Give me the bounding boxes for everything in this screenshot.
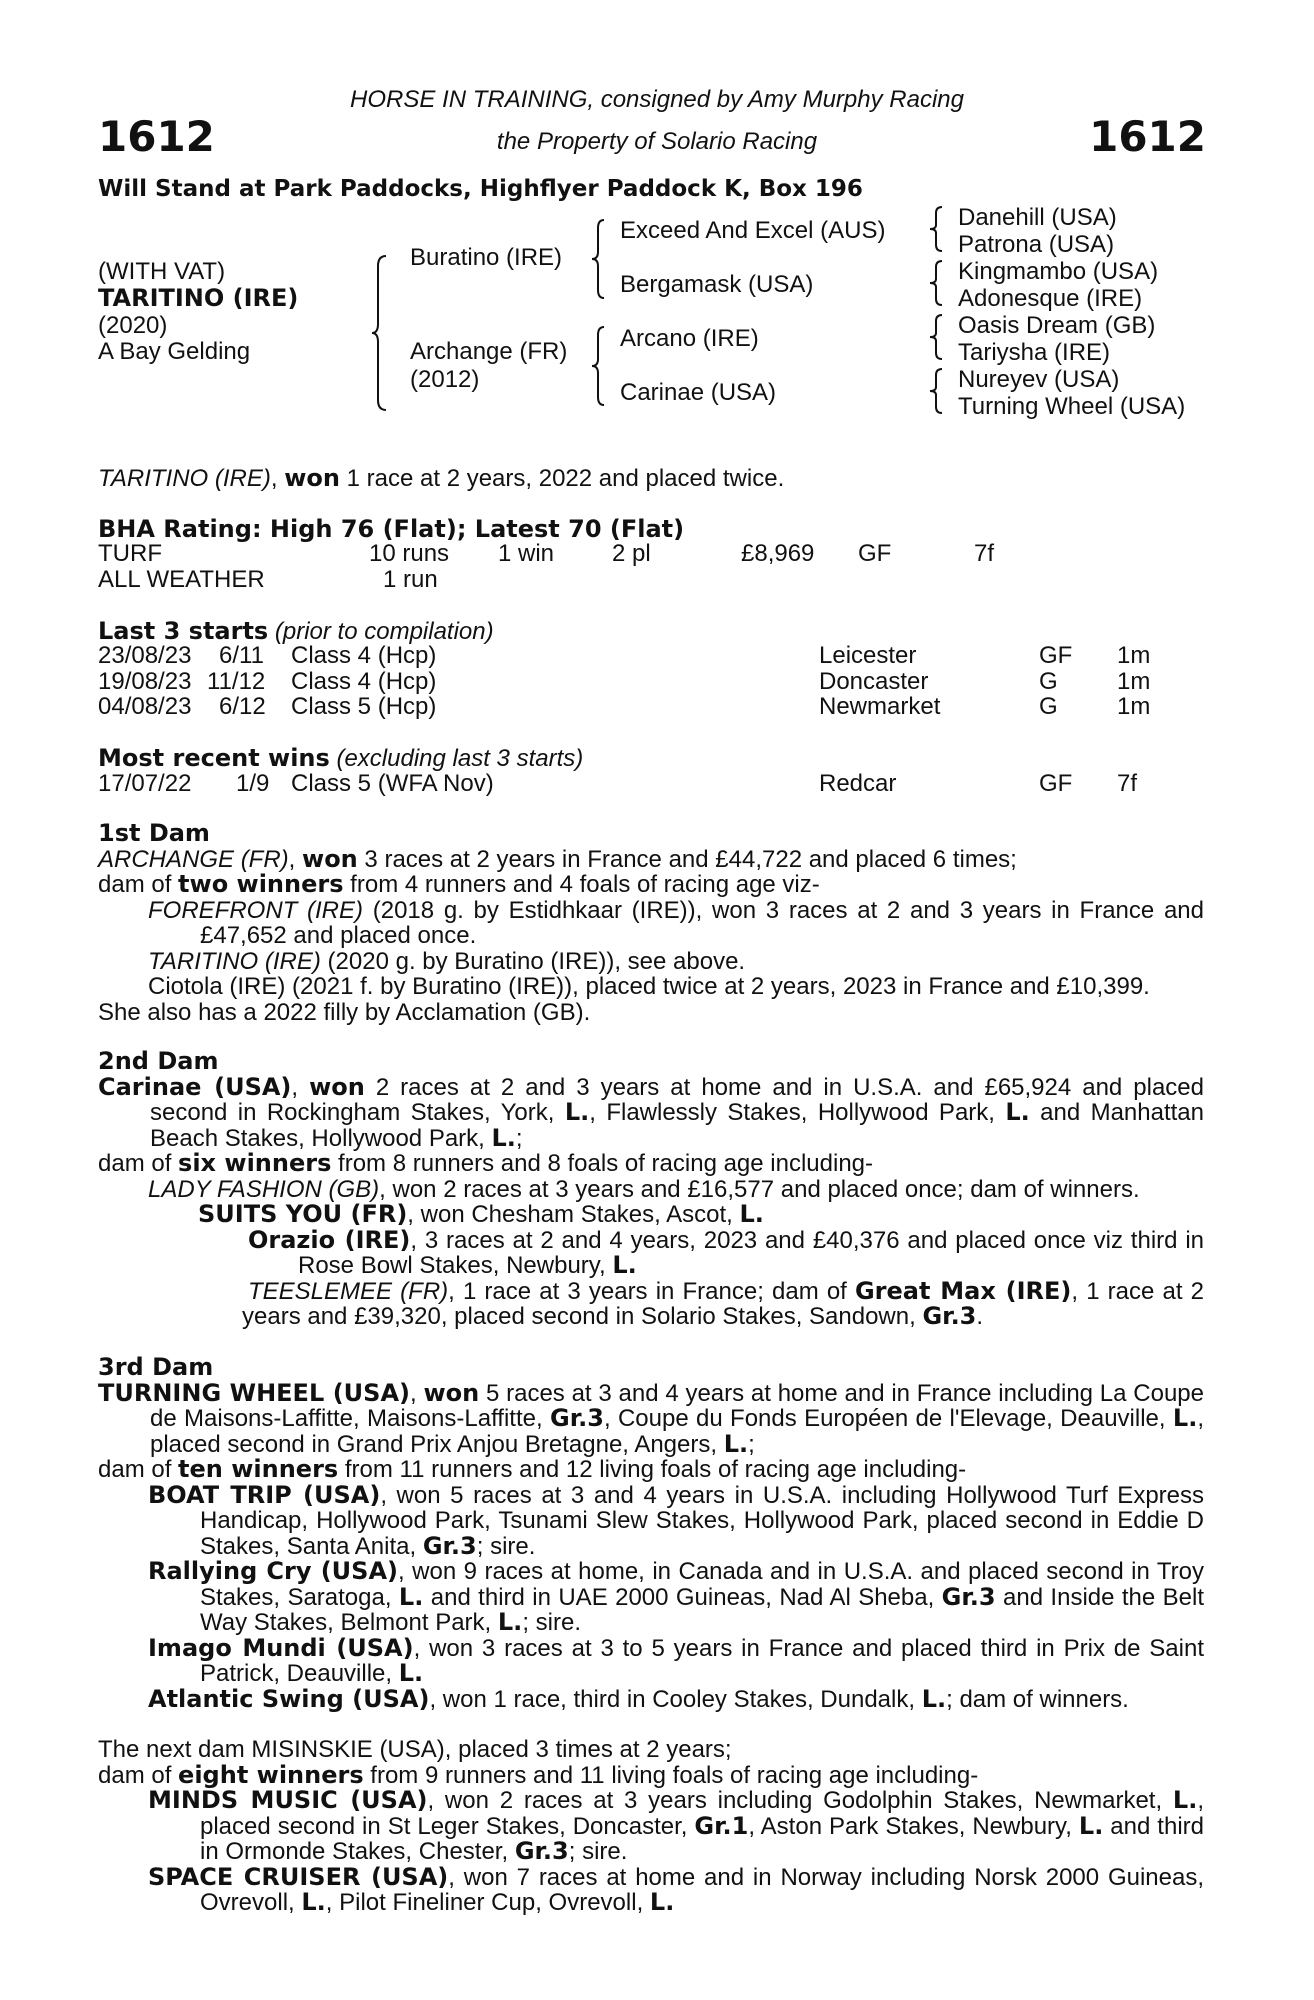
lot-number-right: 1612 xyxy=(1089,112,1206,161)
listed-mark: L. xyxy=(723,1429,749,1458)
produce-name: Rallying Cry (USA) xyxy=(148,1557,398,1585)
record-text: 2 races at 2 and 3 years at home and in U.S.A. and £65,924 and placed second in Rockingham Stakes, York, xyxy=(150,1073,1204,1126)
start-position: 6/11 xyxy=(219,642,264,669)
pedigree-brace-g1 xyxy=(930,205,948,253)
start-position: 6/12 xyxy=(219,693,266,720)
second-dam-name: Carinae (USA) xyxy=(98,1072,292,1101)
produce-record: and third in Ormonde Stakes, Chester, xyxy=(200,1812,1204,1865)
produce-record: , won 2 races at 3 years including Godolphin Stakes, Newmarket, xyxy=(427,1787,1173,1814)
produce-text: from 4 runners and 4 foals of racing age viz- xyxy=(343,871,820,898)
second-dam-heading: 2nd Dam xyxy=(98,1047,219,1075)
produce-record: ; sire. xyxy=(568,1838,628,1865)
rating-turf-prize: £8,969 xyxy=(741,540,815,567)
start-course: Newmarket xyxy=(819,693,941,720)
produce-minds-music xyxy=(98,1788,1204,1865)
produce-suits-you xyxy=(98,1202,1204,1228)
next-dam-section xyxy=(98,1737,1204,1916)
first-dam-produce-intro xyxy=(98,872,1204,898)
first-dam-record: ARCHANGE (FR), won 3 races at 2 years in France and £44,722 and placed 6 times; xyxy=(98,844,1017,873)
group-mark: Gr.3 xyxy=(922,1302,977,1330)
produce-record: ; dam of winners. xyxy=(946,1685,1129,1713)
listed-mark: L. xyxy=(612,1251,637,1279)
first-dam-name: ARCHANGE (FR) xyxy=(98,845,289,873)
win-distance: 7f xyxy=(1117,770,1138,797)
produce-forefront xyxy=(98,898,1204,949)
rating-heading: BHA Rating: High 76 (Flat); Latest 70 (Flat) xyxy=(98,515,685,543)
produce-text: from 8 runners and 8 foals of racing age including- xyxy=(331,1150,874,1177)
produce-pre: dam of xyxy=(98,1456,179,1483)
produce-2022-filly: She also has a 2022 filly by Acclamation (GB). xyxy=(98,998,591,1026)
start-course: Doncaster xyxy=(819,668,929,695)
produce-record: , won 3 races at 3 to 5 years in France and placed third in Prix de Saint Patrick, Deauville, xyxy=(200,1634,1204,1687)
great-grandsire-2: Patrona (USA) xyxy=(958,231,1115,258)
rating-aw-surface: ALL WEATHER xyxy=(98,566,265,593)
stand-line: Will Stand at Park Paddocks, Highflyer Paddock K, Box 196 xyxy=(98,176,863,202)
rating-turf-going: GF xyxy=(858,540,892,567)
produce-atlantic-swing xyxy=(98,1684,1204,1713)
listed-mark: L. xyxy=(497,1608,523,1636)
produce-pre: dam of xyxy=(98,1761,179,1789)
start-going: G xyxy=(1039,693,1058,720)
start-going: G xyxy=(1039,668,1058,695)
produce-record: , won Chesham Stakes, Ascot, xyxy=(407,1201,740,1228)
produce-orazio xyxy=(98,1225,1204,1279)
sire-sire: Exceed And Excel (AUS) xyxy=(620,217,886,244)
record-text: , Coupe du Fonds Européen de l'Elevage, Deauville, xyxy=(603,1405,1173,1432)
listed-mark: L. xyxy=(398,1582,424,1611)
rating-turf-wins: 1 win xyxy=(498,540,555,567)
produce-record: , 3 races at 2 and 4 years, 2023 and £40,376 and placed once viz third in Rose Bowl Stakes, Newbury, xyxy=(298,1226,1204,1279)
horse-year: (2020) xyxy=(98,312,168,339)
listed-mark: L. xyxy=(739,1200,764,1228)
recent-wins-heading xyxy=(98,744,583,773)
start-class: Class 5 (Hcp) xyxy=(291,693,437,720)
produce-count: six winners xyxy=(178,1149,332,1177)
rating-aw-runs: 1 run xyxy=(383,566,438,593)
group-mark: Gr.3 xyxy=(550,1404,604,1432)
rating-turf-distance: 7f xyxy=(974,540,995,567)
produce-record: (2020 g. by Buratino (IRE)), see above. xyxy=(320,947,746,975)
record-text: ; xyxy=(515,1124,523,1152)
win-going: GF xyxy=(1039,770,1073,797)
first-dam-text: 3 races at 2 years in France and £44,722 and placed 6 times; xyxy=(357,845,1017,873)
listed-mark: L. xyxy=(1005,1098,1030,1126)
produce-pre: dam of xyxy=(98,871,179,898)
start-date: 04/08/23 xyxy=(98,693,192,720)
produce-name: FOREFRONT (IRE) xyxy=(148,896,364,924)
second-dam-won: won xyxy=(309,1072,365,1101)
group-mark: Gr.1 xyxy=(694,1811,749,1840)
produce-count: eight winners xyxy=(178,1760,364,1789)
start-course: Leicester xyxy=(819,642,917,669)
produce-record: (2018 g. by Estidhkaar (IRE)), won 3 races at 2 and 3 years in France and £47,652 and placed once. xyxy=(200,896,1205,949)
horse-description: A Bay Gelding xyxy=(98,338,251,365)
property-line: the Property of Solario Racing xyxy=(496,128,818,155)
start-date: 23/08/23 xyxy=(98,642,192,669)
third-dam-name: TURNING WHEEL (USA) xyxy=(98,1378,410,1407)
summary-won: won xyxy=(284,464,340,492)
start-date: 19/08/23 xyxy=(98,668,192,695)
produce-record: , won 2 races at 3 years and £16,577 and placed once; dam of winners. xyxy=(379,1175,1140,1203)
horse-name: TARITINO (IRE) xyxy=(98,284,299,312)
start-distance: 1m xyxy=(1117,693,1151,720)
pedigree-brace-g2 xyxy=(930,259,948,307)
group-mark: Gr.3 xyxy=(941,1582,996,1611)
produce-lady-fashion xyxy=(98,1177,1204,1203)
third-dam-section xyxy=(98,1355,1204,1712)
second-dam-produce-intro xyxy=(98,1151,1204,1177)
record-text: , Flawlessly Stakes, Hollywood Park, xyxy=(589,1099,1006,1126)
rating-turf-runs: 10 runs xyxy=(369,540,450,567)
produce-record: , placed second in St Leger Stakes, Doncaster, xyxy=(200,1787,1204,1840)
produce-winner: Great Max (IRE) xyxy=(854,1276,1072,1305)
produce-record: , Aston Park Stakes, Newbury, xyxy=(748,1812,1079,1840)
start-distance: 1m xyxy=(1117,642,1151,669)
listed-mark: L. xyxy=(1078,1811,1104,1840)
produce-pre: dam of xyxy=(98,1150,179,1177)
produce-name: SPACE CRUISER (USA) xyxy=(148,1862,449,1891)
record-text: 5 races at 3 and 4 years at home and in France including La Coupe de Maisons-Laffitte, Maisons-Laffitte, xyxy=(150,1379,1204,1432)
produce-record: , won 1 race, third in Cooley Stakes, Dundalk, xyxy=(429,1685,922,1713)
recent-wins-title: Most recent wins xyxy=(98,744,330,772)
produce-name: Atlantic Swing (USA) xyxy=(148,1684,430,1713)
vat-label: (WITH VAT) xyxy=(98,258,226,285)
produce-boat-trip xyxy=(98,1480,1205,1560)
produce-count: ten winners xyxy=(178,1455,339,1483)
last-starts-title: Last 3 starts xyxy=(98,617,269,645)
produce-space-cruiser xyxy=(98,1862,1205,1916)
produce-name: Imago Mundi (USA) xyxy=(148,1633,414,1662)
start-distance: 1m xyxy=(1117,668,1151,695)
listed-mark: L. xyxy=(398,1659,424,1687)
produce-record: , won 7 races at home and in Norway including Norsk 2000 Guineas, Ovrevoll, xyxy=(200,1863,1205,1916)
great-grandsire-3: Kingmambo (USA) xyxy=(958,258,1159,285)
produce-taritino xyxy=(98,949,1204,975)
pedigree-brace-dam xyxy=(592,325,612,407)
start-class: Class 4 (Hcp) xyxy=(291,642,437,669)
start-class: Class 4 (Hcp) xyxy=(291,668,437,695)
listed-mark: L. xyxy=(921,1684,947,1713)
listed-mark: L. xyxy=(1172,1404,1198,1432)
produce-record: ; sire. xyxy=(476,1532,536,1560)
produce-record: . xyxy=(976,1303,984,1330)
produce-record: , won 9 races at home, in Canada and in U.S.A. and placed second in Troy Stakes, Saratoga, xyxy=(200,1558,1204,1611)
dam-dam: Carinae (USA) xyxy=(620,379,777,406)
listed-mark: L. xyxy=(564,1098,590,1126)
produce-name: LADY FASHION (GB) xyxy=(148,1175,380,1203)
second-dam-section xyxy=(98,1049,1204,1330)
second-dam-record: Carinae (USA), won 2 races at 2 and 3 years at home and in U.S.A. and £65,924 and placed second in Rockingham Stakes, York, L., Flawlessly Stakes, Hollywood Park, L. and Manhattan Beach Stakes, Hollywood Park, L.; xyxy=(98,1072,1205,1152)
last-starts-note: (prior to compilation) xyxy=(274,618,494,645)
first-dam-won: won xyxy=(302,844,358,873)
pedigree-brace-g4 xyxy=(930,367,948,415)
listed-mark: L. xyxy=(491,1123,516,1152)
group-mark: Gr.3 xyxy=(422,1531,477,1560)
group-mark: Gr.3 xyxy=(514,1837,569,1865)
sire-dam: Bergamask (USA) xyxy=(620,271,814,298)
start-going: GF xyxy=(1039,642,1073,669)
first-dam-section xyxy=(98,821,1204,1025)
great-grandsire-7: Nureyev (USA) xyxy=(958,366,1120,393)
sire: Buratino (IRE) xyxy=(410,244,563,271)
record-text: ; xyxy=(748,1430,755,1458)
summary-horse-name: TARITINO (IRE) xyxy=(98,465,271,492)
listed-mark: L. xyxy=(1172,1786,1198,1814)
dam: Archange (FR) xyxy=(410,338,568,365)
summary-text: 1 race at 2 years, 2022 and placed twice. xyxy=(339,465,785,492)
next-dam-record: The next dam MISINSKIE (USA), placed 3 times at 2 years; xyxy=(98,1736,732,1763)
record-text: and Manhattan Beach Stakes, Hollywood Park, xyxy=(150,1099,1205,1152)
next-dam-produce-intro xyxy=(98,1760,1204,1789)
win-date: 17/07/22 xyxy=(98,770,192,797)
produce-text: from 11 runners and 12 living foals of racing age including- xyxy=(338,1456,967,1483)
third-dam-record: TURNING WHEEL (USA), won 5 races at 3 and 4 years at home and in France including La Coupe de Maisons-Laffitte, Maisons-Laffitte, Gr.3, Coupe du Fonds Européen de l'Elevage, Deauville, L., placed second in Grand Prix Anjou Bretagne, Angers, L.; xyxy=(98,1378,1204,1458)
produce-name: MINDS MUSIC (USA) xyxy=(148,1786,428,1814)
third-dam-produce-intro xyxy=(98,1457,1204,1483)
listed-mark: L. xyxy=(301,1888,326,1916)
win-course: Redcar xyxy=(819,770,897,797)
great-grandsire-8: Turning Wheel (USA) xyxy=(958,393,1186,420)
race-summary: TARITINO (IRE), won 1 race at 2 years, 2022 and placed twice. xyxy=(98,464,785,492)
produce-imago-mundi xyxy=(98,1633,1204,1687)
recent-wins-note: (excluding last 3 starts) xyxy=(336,745,584,772)
produce-name: TEESLEMEE (FR) xyxy=(248,1277,449,1305)
produce-rallying-cry xyxy=(98,1559,1204,1636)
produce-name: Orazio (IRE) xyxy=(248,1225,411,1254)
consignment-line: HORSE IN TRAINING, consigned by Amy Murphy Racing xyxy=(350,86,964,113)
great-grandsire-6: Tariysha (IRE) xyxy=(958,339,1111,366)
win-class: Class 5 (WFA Nov) xyxy=(291,770,494,797)
produce-ciotola: Ciotola (IRE) (2021 f. by Buratino (IRE)), placed twice at 2 years, 2023 in France and £10,399. xyxy=(148,973,1150,1000)
produce-count: two winners xyxy=(178,870,344,898)
great-grandsire-5: Oasis Dream (GB) xyxy=(958,312,1156,339)
third-dam-heading: 3rd Dam xyxy=(98,1353,214,1381)
first-dam-heading: 1st Dam xyxy=(98,819,210,847)
rating-turf-surface: TURF xyxy=(98,540,162,567)
record-text: , placed second in Grand Prix Anjou Bretagne, Angers, xyxy=(150,1405,1204,1458)
produce-name: SUITS YOU (FR) xyxy=(198,1200,408,1228)
third-dam-won: won xyxy=(423,1378,480,1407)
dam-sire: Arcano (IRE) xyxy=(620,325,759,352)
dam-year: (2012) xyxy=(410,366,480,393)
produce-teeslemee xyxy=(98,1276,1204,1330)
pedigree-brace-g3 xyxy=(930,313,948,361)
start-position: 11/12 xyxy=(207,668,266,695)
pedigree-brace-main xyxy=(372,254,392,412)
produce-record: , 1 race at 3 years in France; dam of xyxy=(448,1277,855,1305)
produce-record: and third in UAE 2000 Guineas, Nad Al Sheba, xyxy=(423,1583,942,1611)
pedigree-brace-sire xyxy=(592,218,612,300)
listed-mark: L. xyxy=(649,1888,675,1916)
win-position: 1/9 xyxy=(236,770,270,797)
rating-turf-placed: 2 pl xyxy=(612,540,651,567)
produce-name: TARITINO (IRE) xyxy=(148,947,321,975)
produce-name: BOAT TRIP (USA) xyxy=(148,1480,381,1509)
produce-record: , 1 race at 2 years and £39,320, placed second in Solario Stakes, Sandown, xyxy=(242,1277,1204,1330)
great-grandsire-1: Danehill (USA) xyxy=(958,204,1117,231)
produce-record: ; sire. xyxy=(522,1609,581,1636)
produce-record: , won 5 races at 3 and 4 years in U.S.A. including Hollywood Turf Express Handicap, Hollywood Park, Tsunami Slew Stakes, Hollywood Park, placed second in Eddie D Stakes, Santa Anita, xyxy=(200,1481,1205,1560)
produce-text: from 9 runners and 11 living foals of racing age including- xyxy=(363,1761,979,1789)
produce-record: , Pilot Fineliner Cup, Ovrevoll, xyxy=(325,1889,650,1916)
great-grandsire-4: Adonesque (IRE) xyxy=(958,285,1143,312)
produce-record: and Inside the Belt Way Stakes, Belmont Park, xyxy=(200,1583,1204,1636)
lot-number-left: 1612 xyxy=(98,112,215,161)
